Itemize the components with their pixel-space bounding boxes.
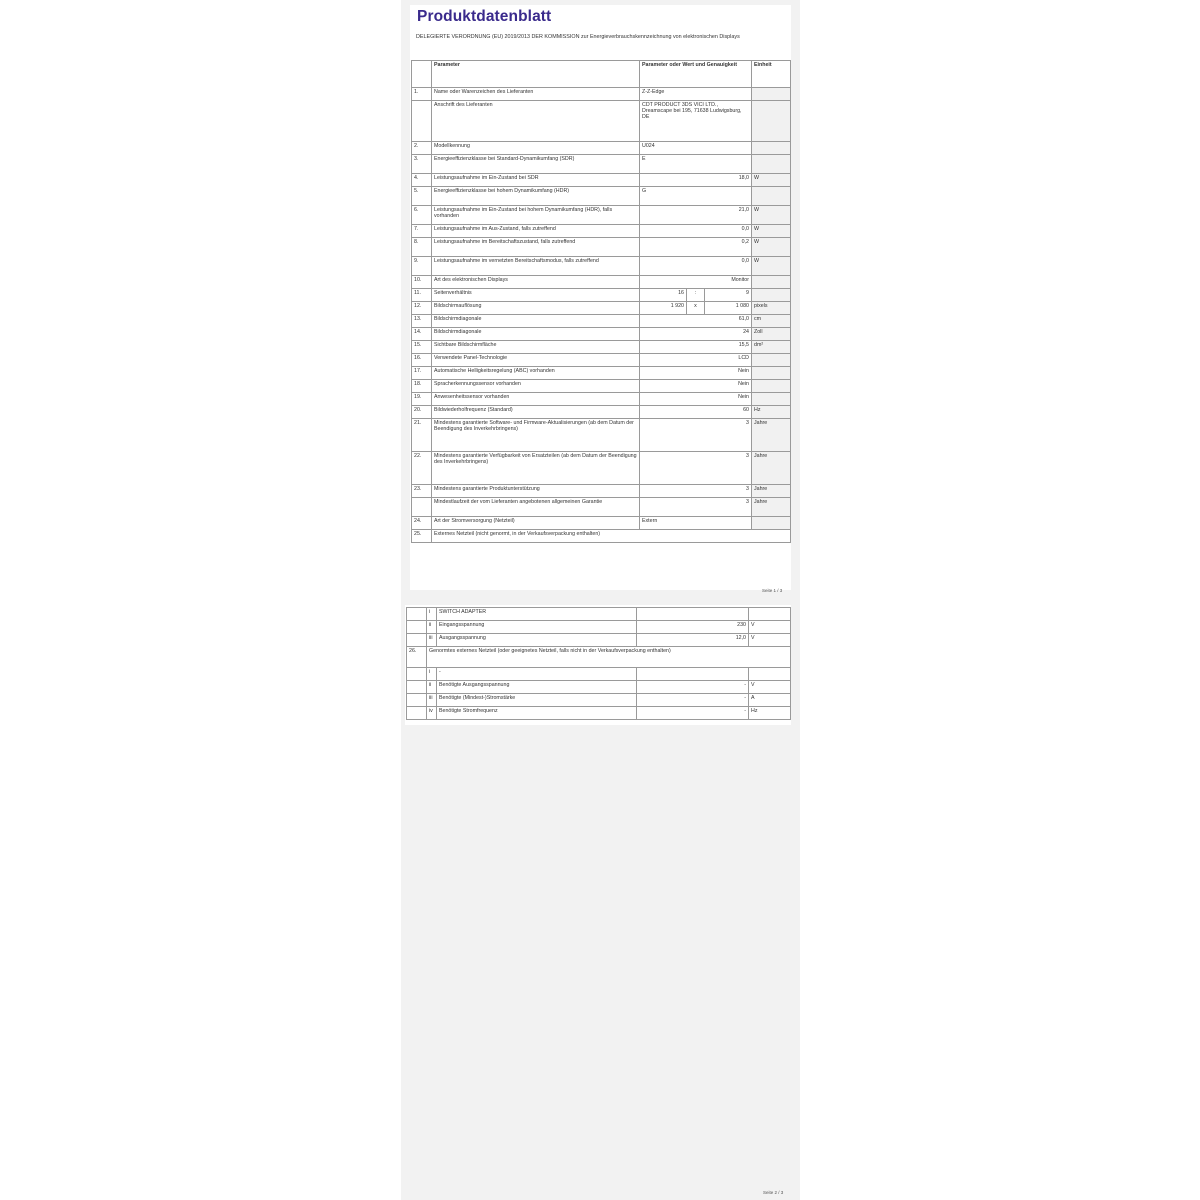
row-parameter: Benötigte Ausgangsspannung [437, 681, 637, 694]
row-value: 3 [640, 419, 752, 452]
table-row [412, 452, 791, 485]
row-number: 2. [412, 142, 432, 155]
table-row [412, 155, 791, 174]
row-number: 15. [412, 341, 432, 354]
row-unit: Hz [752, 406, 791, 419]
row-unit: W [752, 206, 791, 225]
power-supply-table [406, 607, 791, 720]
table-row [412, 315, 791, 328]
row-parameter: Ausgangsspannung [437, 634, 637, 647]
row-value-separator: x [687, 302, 705, 315]
row-value [637, 668, 749, 681]
row-parameter: Modellkennung [432, 142, 640, 155]
row-unit [752, 380, 791, 393]
row-value: - [637, 681, 749, 694]
row-parameter: Mindestens garantierte Software- und Firmware-Aktualisierungen (ab dem Datum der Beendigung des Inverkehrbringens) [432, 419, 640, 452]
table-header-row [412, 61, 791, 88]
row-parameter: Art der Stromversorgung (Netzteil) [432, 517, 640, 530]
row-roman-number: ii [427, 681, 437, 694]
row-unit: W [752, 238, 791, 257]
row-unit: Hz [749, 707, 791, 720]
product-data-table [411, 60, 791, 543]
row-roman-number: iii [427, 694, 437, 707]
row-roman-number: iii [427, 634, 437, 647]
row-value: CDT PRODUCT 3DS VICI LTD., Dreamscape bei 195, 71638 Ludwigsburg, DE [640, 101, 752, 142]
table-row [412, 393, 791, 406]
row-unit [752, 101, 791, 142]
table-row [412, 367, 791, 380]
row-unit: V [749, 621, 791, 634]
table-row [412, 88, 791, 101]
row-value: 0,2 [640, 238, 752, 257]
row-unit [752, 517, 791, 530]
row-unit: Jahre [752, 485, 791, 498]
row-value: 60 [640, 406, 752, 419]
row-indent [407, 681, 427, 694]
header-parameter: Parameter [432, 61, 640, 88]
row-number: 25. [412, 530, 432, 543]
row-unit: cm [752, 315, 791, 328]
row-parameter: SWITCH ADAPTER [437, 608, 637, 621]
header-unit: Einheit [752, 61, 791, 88]
row-number: 13. [412, 315, 432, 328]
table-row [412, 517, 791, 530]
table-row [412, 380, 791, 393]
row-number: 19. [412, 393, 432, 406]
row-unit [752, 367, 791, 380]
row-value: 3 [640, 485, 752, 498]
row-parameter: Leistungsaufnahme im Ein-Zustand bei SDR [432, 174, 640, 187]
table-row [412, 238, 791, 257]
row-parameter: Sichtbare Bildschirmfläche [432, 341, 640, 354]
row-parameter: Bildschirmdiagonale [432, 315, 640, 328]
table-row [407, 608, 791, 621]
table-row [407, 634, 791, 647]
table-row [407, 668, 791, 681]
row-parameter: Benötigte (Mindest-)Stromstärke [437, 694, 637, 707]
table-row [412, 225, 791, 238]
row-parameter: Genormtes externes Netzteil (oder geeignetes Netzteil, falls nicht in der Verkaufsverpackung enthalten) [427, 647, 791, 668]
row-value: 3 [640, 498, 752, 517]
row-value-a: 1 920 [640, 302, 687, 315]
row-indent [407, 668, 427, 681]
row-unit [752, 276, 791, 289]
row-value: Extern [640, 517, 752, 530]
row-number: 24. [412, 517, 432, 530]
row-number: 11. [412, 289, 432, 302]
row-value-separator: : [687, 289, 705, 302]
row-number: 10. [412, 276, 432, 289]
row-indent [407, 707, 427, 720]
row-roman-number: i [427, 668, 437, 681]
row-parameter: Leistungsaufnahme im Ein-Zustand bei hohem Dynamikumfang (HDR), falls vorhanden [432, 206, 640, 225]
table-row [412, 354, 791, 367]
row-value: 15,5 [640, 341, 752, 354]
row-parameter: Bildwiederholfrequenz (Standard) [432, 406, 640, 419]
table-row [407, 694, 791, 707]
row-value: 61,0 [640, 315, 752, 328]
row-parameter: Verwendete Panel-Technologie [432, 354, 640, 367]
row-parameter: Bildschirmdiagonale [432, 328, 640, 341]
row-roman-number: iv [427, 707, 437, 720]
table-row [412, 302, 791, 315]
row-parameter: Leistungsaufnahme im vernetzten Bereitschaftsmodus, falls zutreffend [432, 257, 640, 276]
row-number: 5. [412, 187, 432, 206]
table-row [412, 257, 791, 276]
row-unit [752, 155, 791, 174]
row-parameter: Anschrift des Lieferanten [432, 101, 640, 142]
row-number: 12. [412, 302, 432, 315]
row-parameter: Bildschirmauflösung [432, 302, 640, 315]
header-value: Parameter oder Wert und Genauigkeit [640, 61, 752, 88]
row-parameter: Energieeffizienzklasse bei hohem Dynamikumfang (HDR) [432, 187, 640, 206]
row-unit: W [752, 174, 791, 187]
row-value: LCD [640, 354, 752, 367]
table-row [412, 485, 791, 498]
row-unit: V [749, 634, 791, 647]
table-row [412, 187, 791, 206]
row-unit: dm² [752, 341, 791, 354]
page-number-2: Seite 2 / 3 [763, 1190, 784, 1195]
row-value [637, 608, 749, 621]
page-number-1: Seite 1 / 3 [762, 588, 783, 593]
row-value: 0,0 [640, 257, 752, 276]
row-number: 22. [412, 452, 432, 485]
row-unit [752, 393, 791, 406]
row-parameter: - [437, 668, 637, 681]
row-parameter: Art des elektronischen Displays [432, 276, 640, 289]
row-parameter: Mindestlaufzeit der vom Lieferanten angebotenen allgemeinen Garantie [432, 498, 640, 517]
row-unit: pixels [752, 302, 791, 315]
row-parameter: Spracherkennungssensor vorhanden [432, 380, 640, 393]
row-value-b: 1 080 [705, 302, 752, 315]
row-parameter: Energieeffizienzklasse bei Standard-Dynamikumfang (SDR) [432, 155, 640, 174]
row-unit [752, 354, 791, 367]
row-unit [749, 668, 791, 681]
row-number: 8. [412, 238, 432, 257]
row-number: 14. [412, 328, 432, 341]
table-row [412, 142, 791, 155]
table-row [412, 419, 791, 452]
row-number: 17. [412, 367, 432, 380]
row-value: U024 [640, 142, 752, 155]
table-row [412, 206, 791, 225]
row-number: 3. [412, 155, 432, 174]
row-value: 230 [637, 621, 749, 634]
header-no [412, 61, 432, 88]
row-number: 20. [412, 406, 432, 419]
row-unit: Jahre [752, 452, 791, 485]
row-value: Nein [640, 380, 752, 393]
row-unit: V [749, 681, 791, 694]
document-title: Produktdatenblatt [417, 8, 552, 25]
row-parameter: Mindestens garantierte Produktunterstützung [432, 485, 640, 498]
row-number: 7. [412, 225, 432, 238]
row-indent [407, 621, 427, 634]
row-number: 4. [412, 174, 432, 187]
row-number: 18. [412, 380, 432, 393]
table-row [412, 530, 791, 543]
row-value: Monitor [640, 276, 752, 289]
row-roman-number: i [427, 608, 437, 621]
row-unit: Jahre [752, 419, 791, 452]
row-value: Z-Z-Edge [640, 88, 752, 101]
row-number: 16. [412, 354, 432, 367]
row-value: Nein [640, 367, 752, 380]
row-value: 3 [640, 452, 752, 485]
table-row [412, 328, 791, 341]
row-number [412, 498, 432, 517]
row-value: 12,0 [637, 634, 749, 647]
row-indent [407, 634, 427, 647]
table-row [412, 289, 791, 302]
table-row [412, 101, 791, 142]
row-unit [749, 608, 791, 621]
row-value: 24 [640, 328, 752, 341]
table-row [412, 276, 791, 289]
row-number: 26. [407, 647, 427, 668]
row-value-b: 9 [705, 289, 752, 302]
row-parameter: Eingangsspannung [437, 621, 637, 634]
row-indent [407, 694, 427, 707]
row-number: 9. [412, 257, 432, 276]
row-unit: W [752, 257, 791, 276]
table-row [407, 681, 791, 694]
row-number: 6. [412, 206, 432, 225]
row-parameter: Name oder Warenzeichen des Lieferanten [432, 88, 640, 101]
table-row [407, 621, 791, 634]
row-value: 18,0 [640, 174, 752, 187]
row-unit: Zoll [752, 328, 791, 341]
row-unit [752, 289, 791, 302]
row-parameter: Benötigte Stromfrequenz [437, 707, 637, 720]
row-number: 21. [412, 419, 432, 452]
table-row [412, 498, 791, 517]
row-number: 23. [412, 485, 432, 498]
row-parameter: Leistungsaufnahme im Bereitschaftszustand, falls zutreffend [432, 238, 640, 257]
row-unit: W [752, 225, 791, 238]
row-value: - [637, 707, 749, 720]
row-number [412, 101, 432, 142]
row-roman-number: ii [427, 621, 437, 634]
row-unit [752, 88, 791, 101]
row-value: Nein [640, 393, 752, 406]
row-value: 0,0 [640, 225, 752, 238]
table-row [412, 174, 791, 187]
document-intro: DELEGIERTE VERORDNUNG (EU) 2019/2013 DER KOMMISSION zur Energieverbrauchskennzeichnung von elektronischen Displays [416, 34, 740, 40]
row-parameter: Anwesenheitssensor vorhanden [432, 393, 640, 406]
row-parameter: Mindestens garantierte Verfügbarkeit von Ersatzteilen (ab dem Datum der Beendigung des Inverkehrbringens) [432, 452, 640, 485]
row-value-a: 16 [640, 289, 687, 302]
row-parameter: Externes Netzteil (nicht genormt, in der Verkaufsverpackung enthalten) [432, 530, 791, 543]
table-row [407, 647, 791, 668]
table-row [407, 707, 791, 720]
table-row [412, 341, 791, 354]
row-parameter: Seitenverhältnis [432, 289, 640, 302]
row-unit: Jahre [752, 498, 791, 517]
row-parameter: Automatische Helligkeitsregelung (ABC) vorhanden [432, 367, 640, 380]
row-value: 21,0 [640, 206, 752, 225]
row-unit [752, 142, 791, 155]
row-unit [752, 187, 791, 206]
row-value: E [640, 155, 752, 174]
row-parameter: Leistungsaufnahme im Aus-Zustand, falls zutreffend [432, 225, 640, 238]
row-value: G [640, 187, 752, 206]
row-value: - [637, 694, 749, 707]
row-number: 1. [412, 88, 432, 101]
row-unit: A [749, 694, 791, 707]
table-row [412, 406, 791, 419]
row-indent [407, 608, 427, 621]
